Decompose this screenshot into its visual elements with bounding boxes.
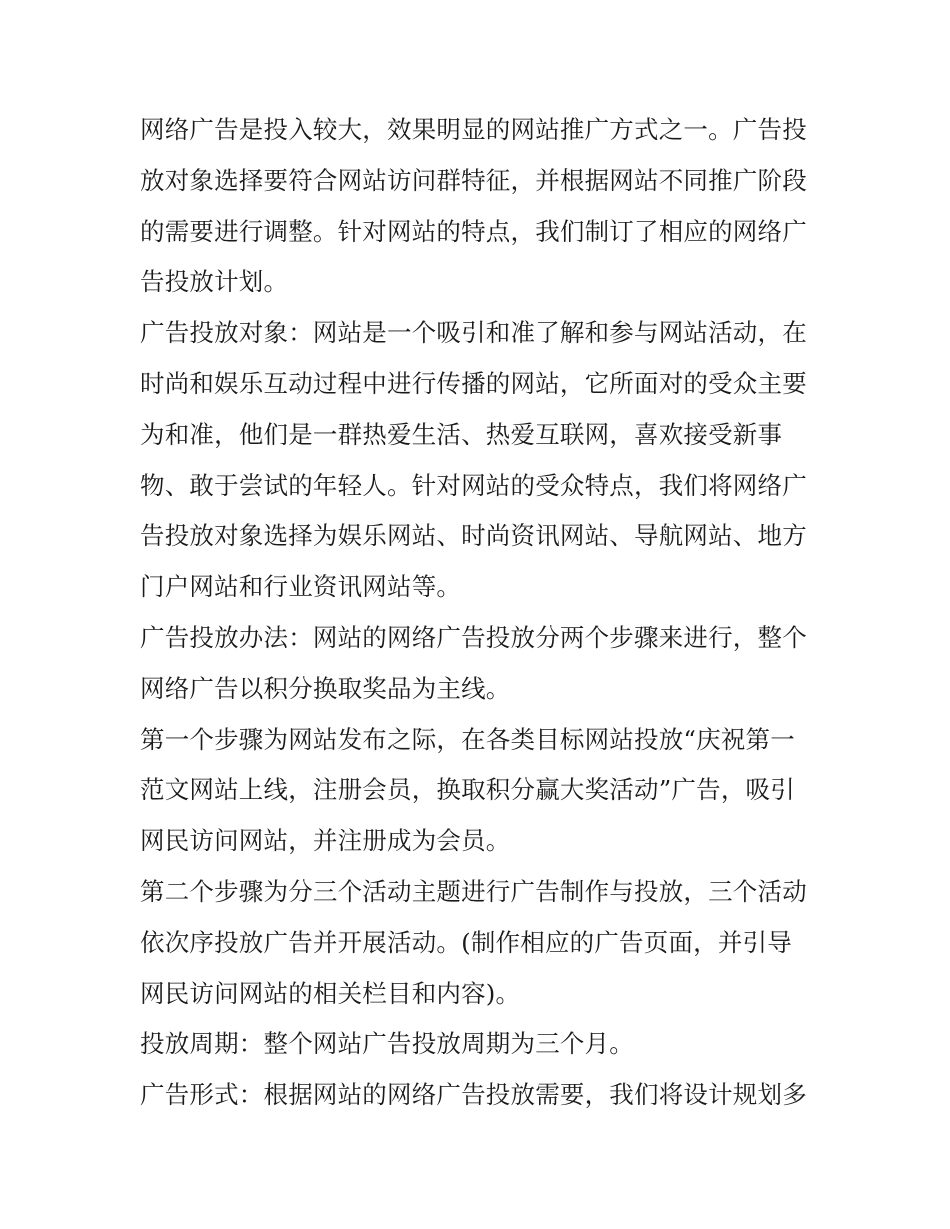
- text-line: 告投放计划。: [140, 267, 289, 297]
- text-line: 网民访问网站，并注册成为会员。: [140, 826, 511, 856]
- text-line: 为和准，他们是一群热爱生活、热爱互联网，喜欢接受新事: [140, 419, 783, 449]
- text-line: 依次序投放广告并开展活动。(制作相应的广告页面，并引导: [140, 927, 792, 957]
- text-line: 网络广告是投入较大，效果明显的网站推广方式之一。广告投: [140, 115, 807, 144]
- text-line: 物、敢于尝试的年轻人。针对网站的受众特点，我们将网络广: [140, 470, 807, 500]
- text-line: 网民访问网站的相关栏目和内容)。: [140, 978, 521, 1008]
- text-line: 放对象选择要符合网站访问群特征，并根据网站不同推广阶段: [140, 165, 807, 195]
- text-line: 广告投放对象：网站是一个吸引和准了解和参与网站活动，在: [140, 318, 807, 348]
- text-line: 范文网站上线，注册会员，换取积分赢大奖活动”广告，吸引: [140, 775, 795, 805]
- text-line: 广告形式：根据网站的网络广告投放需要，我们将设计规划多: [140, 1080, 807, 1110]
- text-line: 第二个步骤为分三个活动主题进行广告制作与投放，三个活动: [140, 876, 807, 906]
- body-text: [140, 105, 820, 1121]
- text-line: 广告投放办法：网站的网络广告投放分两个步骤来进行，整个: [140, 622, 807, 652]
- text-line: 网络广告以积分换取奖品为主线。: [140, 673, 511, 703]
- text-line: 第一个步骤为网站发布之际，在各类目标网站投放“庆祝第一: [140, 724, 795, 754]
- text-line: 时尚和娱乐互动过程中进行传播的网站，它所面对的受众主要: [140, 368, 807, 398]
- text-line: 门户网站和行业资讯网站等。: [140, 572, 462, 602]
- text-line: 告投放对象选择为娱乐网站、时尚资讯网站、导航网站、地方: [140, 521, 807, 551]
- text-line: 的需要进行调整。针对网站的特点，我们制订了相应的网络广: [140, 216, 807, 246]
- text-line: 投放周期：整个网站广告投放周期为三个月。: [140, 1029, 634, 1059]
